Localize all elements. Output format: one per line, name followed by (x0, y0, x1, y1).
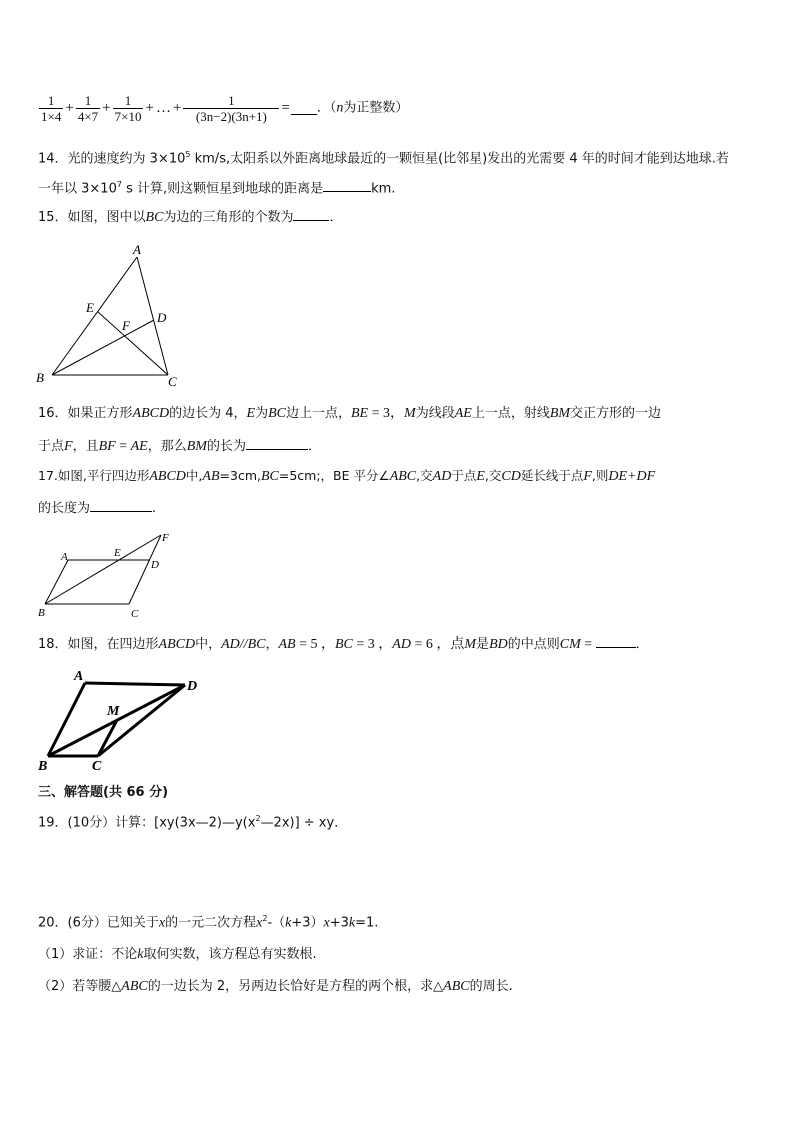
label-A: A (74, 669, 84, 684)
answer-blank (293, 208, 329, 221)
label-E: E (114, 547, 121, 559)
label-F: F (122, 318, 130, 333)
label-A: A (61, 551, 68, 563)
q14-line1: 14．光的速度约为 $3\times 10^5$ km/s,太阳系以外距离地球最近的一颗恒星(比邻星)发出的光需要 4 年的时间才能到达地球.若 (38, 150, 729, 167)
q17-parallelogram-figure (30, 530, 190, 622)
fraction: $\frac{1}{4\times 7}$ (77, 92, 99, 124)
label-C: C (131, 608, 139, 620)
section-heading: 三、解答题(共 66 分) (38, 785, 169, 800)
q20-part2: （2）若等腰△ABC的一边长为 2，另两边长恰好是方程的两个根，求△ABC的周长. (38, 979, 513, 994)
q16-line1: 16．如果正方形ABCD的边长为 4，E为BC边上一点，BE = 3，M为线段AE上一点，射线BM交正方形的一边 (38, 406, 662, 421)
answer-blank (323, 179, 371, 192)
q15-text: 15．如图，图中以BC为边的三角形的个数为 ． (38, 210, 343, 225)
q16-line2: 于点F，且BF = AE，那么BM的长为 ． (38, 439, 321, 454)
label-F: F (162, 532, 169, 544)
answer-blank (291, 102, 317, 115)
q15-triangle-figure (30, 240, 190, 390)
q17-line2: 的长度为 . (38, 501, 157, 516)
label-D: D (187, 679, 198, 694)
label-D: D (151, 559, 159, 571)
q17-line1: 17.如图,平行四边形ABCD中,AB=3cm,BC=5cm;，BE 平分∠ABC,交AD于点E,交CD延长线于点F,则DE+DF (38, 468, 656, 484)
answer-blank (596, 635, 636, 648)
q14-line2: 一年以 $3\times 10^7$ s 计算,则这颗恒星到地球的距离是 km. (38, 180, 396, 197)
fraction: $\frac{1}{(3n-2)(3n+1)}$ (183, 93, 279, 124)
q18-quadrilateral-figure (34, 664, 214, 776)
fraction: $\frac{1}{7\times 10}$ (114, 92, 142, 124)
label-B: B (38, 607, 45, 619)
label-B: B (36, 370, 44, 385)
q18-text: 18．如图，在四边形ABCD中，AD//BC，AB = 5 ，BC = 3 ，AD = 6 ，点M是BD的中点则CM = ． (38, 637, 649, 652)
label-A: A (133, 242, 141, 257)
q13-expression: $\frac{1}{1\times 4}$ + $\frac{1}{4\times 7}$ + $\frac{1}{7\times 10}$ + … + $\frac{1}{(3n-2)(3n+1)}$ = ．（n为正整数） (41, 92, 409, 124)
label-C: C (168, 374, 177, 389)
q20-text: 20．(6分）已知关于x的一元二次方程$x^2-(k+3)x+3k=1$. (38, 914, 379, 931)
label-D: D (157, 310, 167, 325)
answer-blank (90, 499, 152, 512)
answer-blank (246, 437, 308, 450)
label-E: E (86, 300, 94, 315)
label-B: B (38, 759, 48, 774)
fraction: $\frac{1}{1\times 4}$ (41, 92, 62, 124)
label-M: M (107, 704, 120, 719)
q20-part1: （1）求证：不论k取何实数，该方程总有实数根. (38, 947, 317, 962)
q19-text: 19．(10分）计算：$[xy(3x—2)—y(x^2—2x)]$ ÷ xy． (38, 814, 348, 831)
label-C: C (92, 759, 102, 774)
